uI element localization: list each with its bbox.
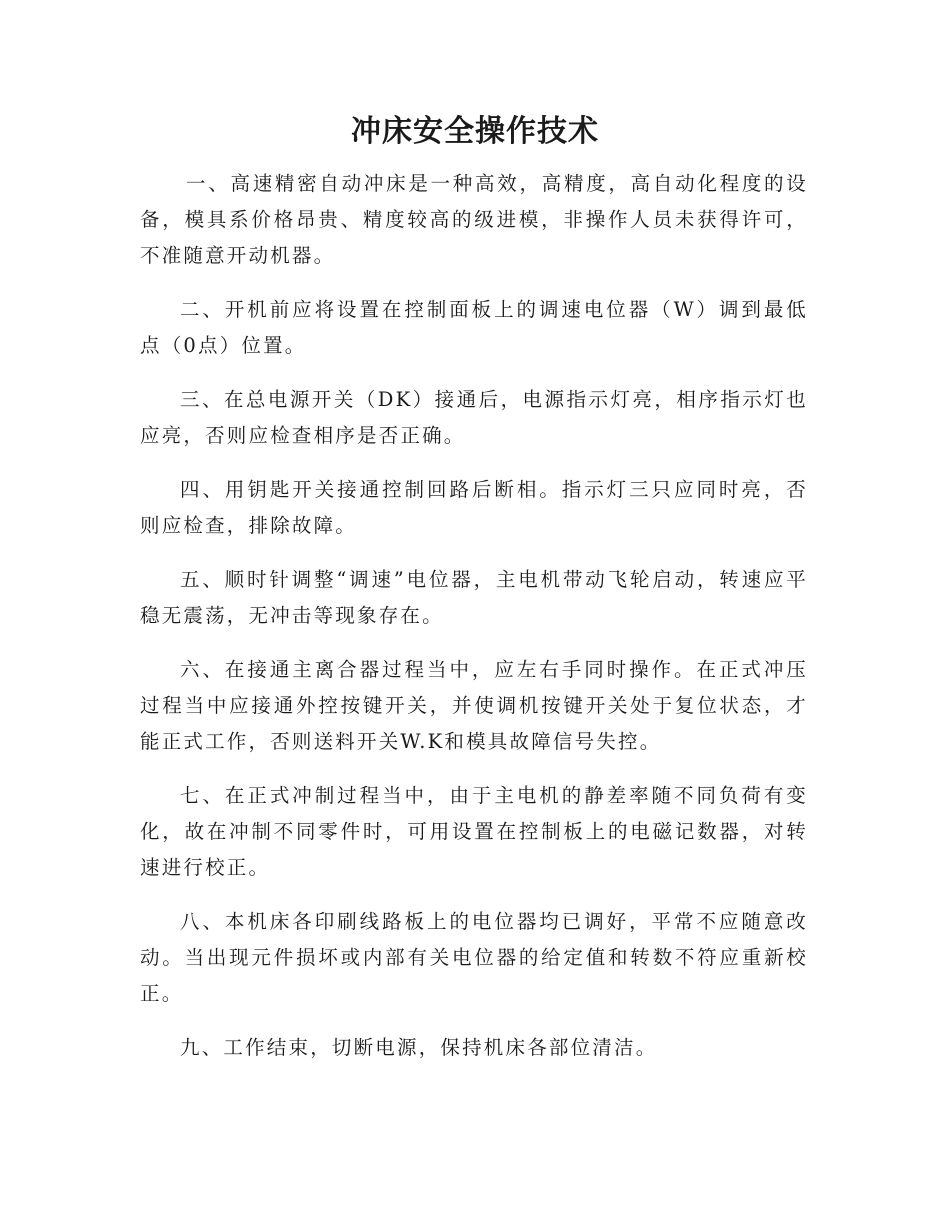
paragraph-3: 三、在总电源开关（DK）接通后，电源指示灯亮，相序指示灯也应亮，否则应检查相序是否正确。 [140,388,808,447]
paragraph-4: 四、用钥匙开关接通控制回路后断相。指示灯三只应同时亮，否则应检查，排除故障。 [140,478,808,537]
paragraph-2: 二、开机前应将设置在控制面板上的调速电位器（W）调到最低点（0点）位置。 [140,298,808,357]
paragraph-1: 一、高速精密自动冲床是一种高效，高精度，高自动化程度的设备，模具系价格昂贵、精度较高的级进模，非操作人员未获得许可，不准随意开动机器。 [140,172,808,267]
paragraph-5: 五、顺时针调整“调速”电位器，主电机带动飞轮启动，转速应平稳无震荡，无冲击等现象存在。 [140,568,808,627]
paragraph-9: 九、工作结束，切断电源，保持机床各部位清洁。 [180,1036,658,1059]
paragraph-7: 七、在正式冲制过程当中，由于主电机的静差率随不同负荷有变化，故在冲制不同零件时，可用设置在控制板上的电磁记数器，对转速进行校正。 [140,784,808,879]
document-body [140,166,808,1084]
paragraph-8: 八、本机床各印刷线路板上的电位器均已调好，平常不应随意改动。当出现元件损坏或内部有关电位器的给定值和转数不符应重新校正。 [140,910,808,1005]
paragraph-6: 六、在接通主离合器过程当中，应左右手同时操作。在正式冲压过程当中应接通外控按键开关，并使调机按键开关处于复位状态，才能正式工作，否则送料开关W.K和模具故障信号失控。 [140,658,808,753]
page-title: 冲床安全操作技术 [351,114,599,149]
